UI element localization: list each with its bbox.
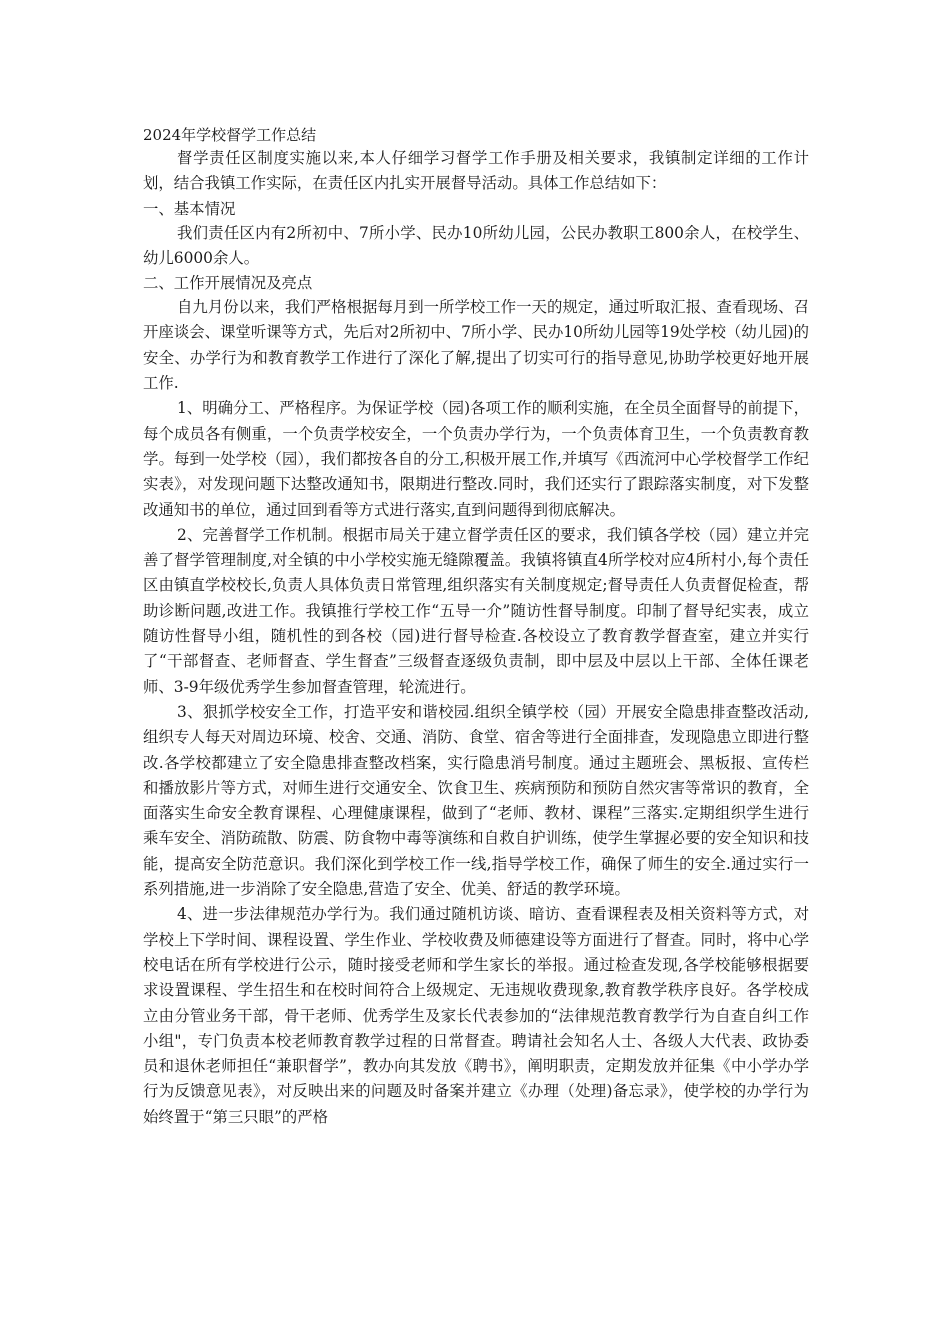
section-heading-work: 二、工作开展情况及亮点 (143, 274, 313, 293)
work-intro-paragraph: 自九月份以来，我们严格根据每月到一所学校工作一天的规定，通过听取汇报、查看现场、召开座谈会、课堂听课等方式，先后对2所初中、7所小学、民办10所幼儿园等19处学校（幼儿园)的安全、办学行为和教育教学工作进行了深化了解,提出了切实可行的指导意见,协助学校更好地开展工作. (143, 298, 809, 393)
document-title: 2024年学校督学工作总结 (143, 126, 317, 144)
section-heading-basic: 一、基本情况 (143, 199, 236, 218)
basic-info-paragraph: 我们责任区内有2所初中、7所小学、民办10所幼儿园，公民办教职工800余人，在校学生、幼儿6000余人。 (143, 223, 809, 267)
intro-paragraph: 督学责任区制度实施以来,本人仔细学习督学工作手册及相关要求，我镇制定详细的工作计划，结合我镇工作实际，在责任区内扎实开展督导活动。具体工作总结如下： (143, 149, 809, 193)
work-item-1: 1、明确分工、严格程序。为保证学校（园)各项工作的顺利实施，在全员全面督导的前提下，每个成员各有侧重，一个负责学校安全，一个负责办学行为，一个负责体育卫生，一个负责教育教学。每到一处学校（园），我们都按各自的分工,积极开展工作,并填写《西流河中心学校督学工作纪实表》，对发现问题下达整改通知书，限期进行整改.同时，我们还实行了跟踪落实制度，对下发整改通知书的单位，通过回到看等方式进行落实,直到问题得到彻底解决。 (143, 399, 809, 519)
work-item-4: 4、进一步法律规范办学行为。我们通过随机访谈、暗访、查看课程表及相关资料等方式，对学校上下学时间、课程设置、学生作业、学校收费及师德建设等方面进行了督查。同时，将中心学校电话在所有学校进行公示，随时接受老师和学生家长的举报。通过检查发现,各学校能够根据要求设置课程、学生招生和在校时间符合上级规定、无违规收费现象,教育教学秩序良好。各学校成立由分管业务干部，骨干老师、优秀学生及家长代表参加的“法律规范教育教学行为自查自纠工作小组"，专门负责本校老师教育教学过程的日常督查。聘请社会知名人士、各级人大代表、政协委员和退休老师担任“兼职督学”，教办向其发放《聘书》，阐明职责，定期发放并征集《中小学办学行为反馈意见表》，对反映出来的问题及时备案并建立《办理（处理)备忘录》，使学校的办学行为始终置于“第三只眼”的严格 (143, 905, 809, 1126)
work-item-2: 2、完善督学工作机制。根据市局关于建立督学责任区的要求，我们镇各学校（园）建立并完善了督学管理制度,对全镇的中小学校实施无缝隙覆盖。我镇将镇直4所学校对应4所村小,每个责任区由镇直学校校长,负责人具体负责日常管理,组织落实有关制度规定;督导责任人负责督促检查，帮助诊断问题,改进工作。我镇推行学校工作“五导一介”随访性督导制度。印制了督导纪实表，成立随访性督导小组，随机性的到各校（园)进行督导检查.各校设立了教育教学督查室，建立并实行了“干部督查、老师督查、学生督查”三级督查逐级负责制，即中层及中层以上干部、全体任课老师、3-9年级优秀学生参加督查管理，轮流进行。 (143, 525, 809, 696)
document-page (143, 124, 809, 1130)
work-item-3: 3、狠抓学校安全工作，打造平安和谐校园.组织全镇学校（园）开展安全隐患排查整改活动,组织专人每天对周边环境、校舍、交通、消防、食堂、宿舍等进行全面排查，发现隐患立即进行整改.各学校都建立了安全隐患排查整改档案，实行隐患消号制度。通过主题班会、黑板报、宣传栏和播放影片等方式，对师生进行交通安全、饮食卫生、疾病预防和预防自然灾害等常识的教育，全面落实生命安全教育课程、心理健康课程，做到了“老师、教材、课程”三落实.定期组织学生进行乘车安全、消防疏散、防震、防食物中毒等演练和自救自护训练，使学生掌握必要的安全知识和技能，提高安全防范意识。我们深化到学校工作一线,指导学校工作，确保了师生的安全.通过实行一系列措施,进一步消除了安全隐患,营造了安全、优美、舒适的教学环境。 (143, 702, 809, 899)
